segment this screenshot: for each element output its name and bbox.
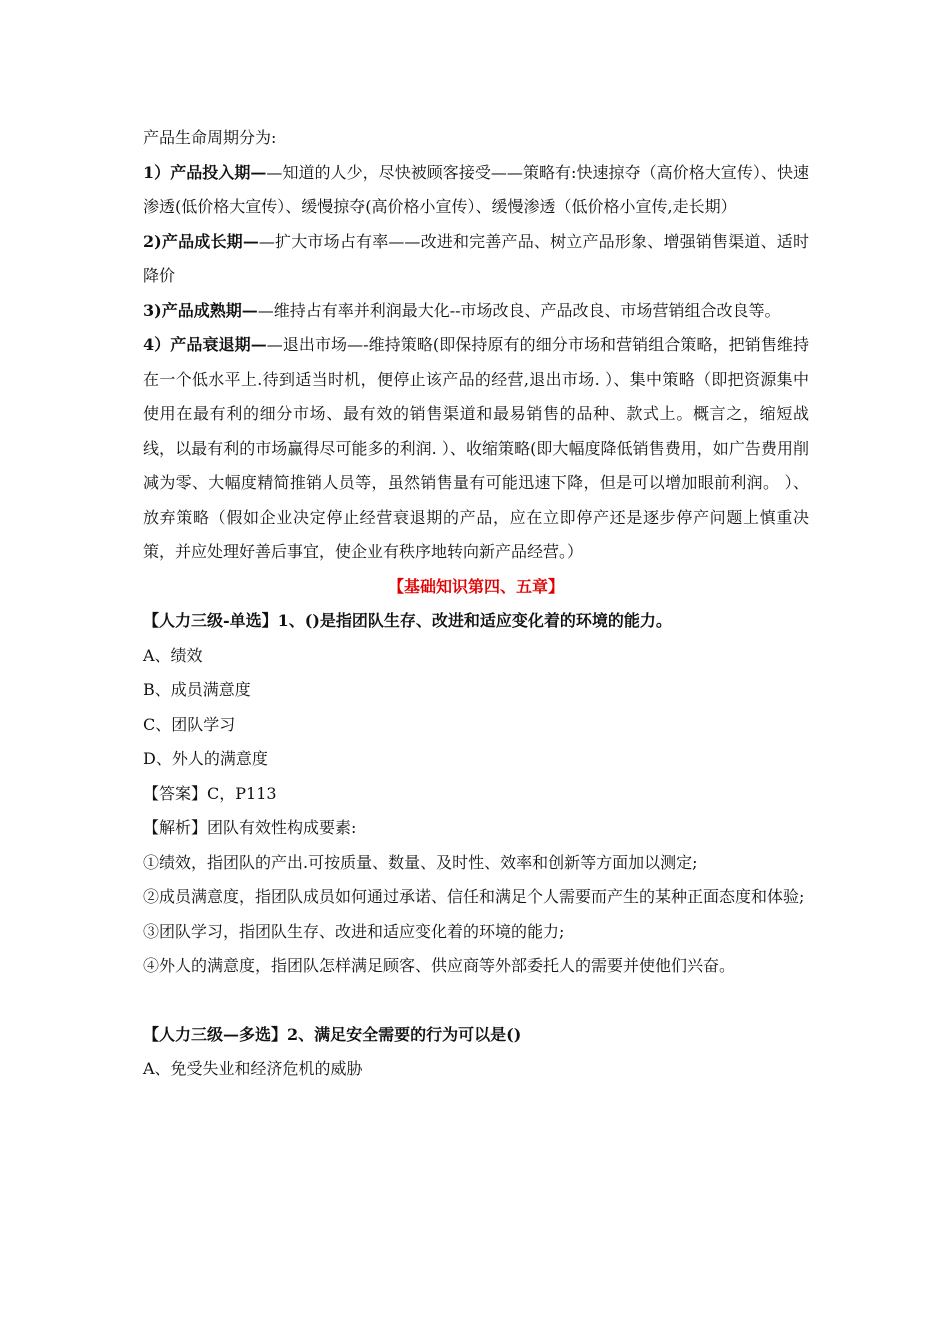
point-2-text: 成员满意度，指团队成员如何通过承诺、信任和满足个人需要而产生的某种正面态度和体验; xyxy=(159,887,805,906)
point-1-mark: ① xyxy=(143,852,160,872)
question-1-analysis-title: 【解析】团队有效性构成要素: xyxy=(143,818,357,837)
question-1-option-d: D、外人的满意度 xyxy=(143,749,268,768)
stage-4-number: 4） xyxy=(143,335,171,354)
lifecycle-stage-3 xyxy=(143,294,809,329)
analysis-point-1 xyxy=(143,846,809,881)
stage-2-dash: — xyxy=(242,231,259,251)
question-2-option-a: A、免受失业和经济危机的威胁 xyxy=(143,1059,363,1078)
section-heading: 【基础知识第四、五章】 xyxy=(387,576,564,596)
analysis-point-3 xyxy=(143,915,809,950)
point-3-mark: ③ xyxy=(143,921,160,941)
lifecycle-intro: 产品生命周期分为: xyxy=(143,128,277,147)
stage-1-number: 1） xyxy=(143,162,171,182)
stage-2-text: —扩大市场占有率——改进和完善产品、树立产品形象、增强销售渠道、适时降价 xyxy=(143,231,809,285)
stage-1-title: 产品投入期 xyxy=(170,162,251,182)
question-2-title: 【人力三级—多选】2、满足安全需要的行为可以是() xyxy=(143,1024,522,1044)
analysis-point-2 xyxy=(143,880,809,915)
point-4-text: 外人的满意度，指团队怎样满足顾客、供应商等外部委托人的需要并使他们兴奋。 xyxy=(159,956,736,975)
analysis-point-4 xyxy=(143,949,809,984)
stage-3-number: 3) xyxy=(143,300,162,320)
question-1-title: 【人力三级-单选】1、()是指团队生存、改进和适应变化着的环境的能力。 xyxy=(143,611,672,630)
question-1-option-a: A、绩效 xyxy=(143,645,203,665)
question-1-option-b: B、成员满意度 xyxy=(143,680,251,699)
point-3-text: 团队学习，指团队生存、改进和适应变化着的环境的能力; xyxy=(159,921,565,941)
paragraph-spacer xyxy=(143,984,809,1018)
lifecycle-stage-2 xyxy=(143,225,809,294)
point-4-mark: ④ xyxy=(143,956,160,975)
point-2-mark: ② xyxy=(143,887,160,906)
stage-3-dash: — xyxy=(241,300,258,320)
stage-4-text: —退出市场—-维持策略(即保持原有的细分市场和营销组合策略，把销售维持在一个低水平上.待到适当时机，便停止该产品的经营,退出市场. ）、集中策略（即把资源集中使用在最有利的细分市场、最有效的销售渠道和最易销售的品种、款式上。概言之，缩短战线，以最有利的市场赢得尽可能多的利润. ）、收缩策略(即大幅度降低销售费用，如广告费用削减为零、大幅度精简推销人员等，虽然销售量有可能迅速下降，但是可以增加眼前利润。 ）、放弃策略（假如企业决定停止经营衰退期的产品，应在立即停产还是逐步停产问题上慎重决策，并应处理好善后事宜，使企业有秩序地转向新产品经营。） xyxy=(143,335,809,561)
stage-2-number: 2) xyxy=(143,231,162,251)
stage-3-title: 产品成熟期 xyxy=(161,300,242,320)
question-1-answer: 【答案】C，P113 xyxy=(143,783,277,803)
stage-4-title: 产品衰退期 xyxy=(170,335,251,354)
stage-4-dash: — xyxy=(250,335,267,354)
question-1-option-c: C、团队学习 xyxy=(143,714,236,734)
point-1-text: 绩效，指团队的产出.可按质量、数量、及时性、效率和创新等方面加以测定; xyxy=(159,852,698,872)
lifecycle-stage-1 xyxy=(143,156,809,225)
stage-2-title: 产品成长期 xyxy=(161,231,243,251)
lifecycle-stage-4 xyxy=(143,328,809,570)
stage-1-dash: — xyxy=(250,162,267,182)
stage-3-text: —维持占有率并利润最大化--市场改良、产品改良、市场营销组合改良等。 xyxy=(257,300,781,320)
stage-1-text: —知道的人少，尽快被顾客接受——策略有:快速掠夺（高价格大宣传）、快速渗透(低价格大宣传）、缓慢掠夺(高价格小宣传）、缓慢渗透（低价格小宣传,走长期） xyxy=(143,162,809,216)
document-body xyxy=(143,121,809,1087)
